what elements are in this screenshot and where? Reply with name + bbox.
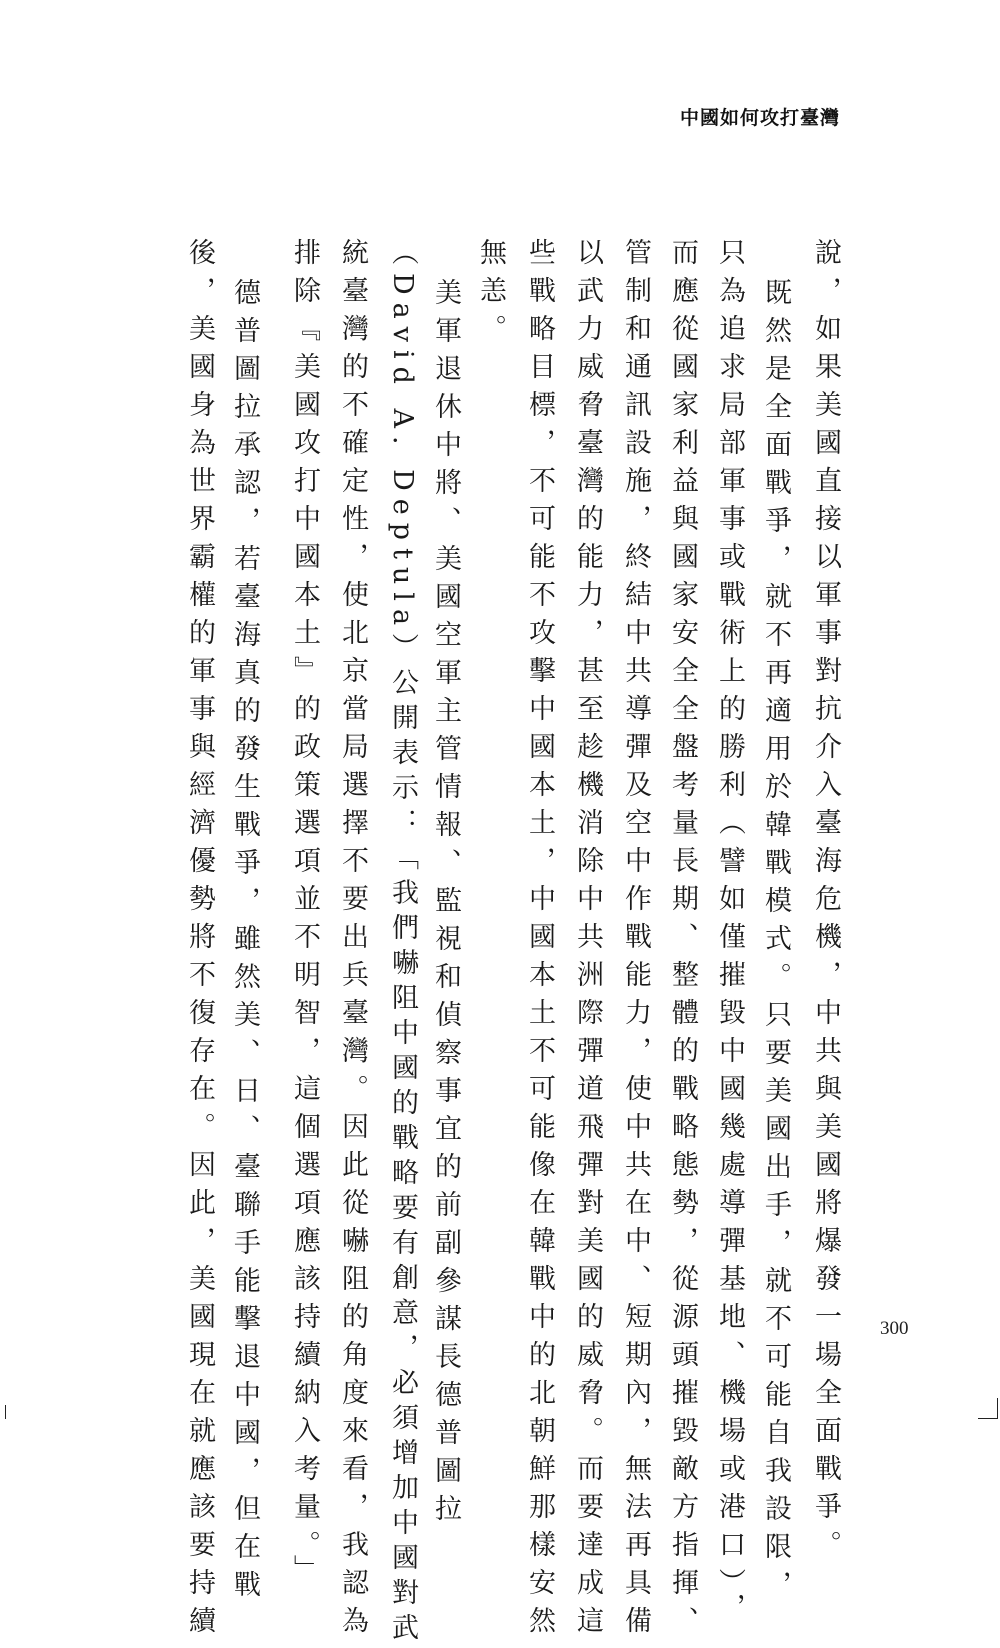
text-column: 以武力威脅臺灣的能力，甚至趁機消除中共洲際彈道飛彈對美國的威脅。而要達成這 [572,238,603,1644]
text-column: 美軍退休中將、美國空軍主管情報、監視和偵察事宜的前副參謀長德普圖拉 [430,278,461,1532]
text-column: 些戰略目標，不可能不攻擊中國本土，中國本土不可能像在韓戰中的北朝鮮那樣安然 [524,238,555,1644]
page-number: 300 [880,1318,909,1339]
text-column: 統臺灣的不確定性，使北京當局選擇不要出兵臺灣。因此從嚇阻的角度來看，我認為 [337,238,368,1644]
text-column: 德普圖拉承認，若臺海真的發生戰爭，雖然美、日、臺聯手能擊退中國，但在戰 [229,278,260,1608]
text-column: 說，如果美國直接以軍事對抗介入臺海危機，中共與美國將爆發一場全面戰爭。 [810,238,841,1568]
crop-mark-bottom-right-v [997,1398,998,1419]
text-column: （David A. Deptula）公開表示：「我們嚇阻中國的戰略要有創意，必須增加中國對武 [387,238,418,1648]
text-column: 無恙。 [475,238,506,352]
text-column: 排除『美國攻打中國本土』的政策選項並不明智，這個選項應該持續納入考量。」 [289,238,320,1593]
running-title: 中國如何攻打臺灣 [679,107,840,129]
text-column: 只為追求局部軍事或戰術上的勝利（譬如僅摧毀中國幾處導彈基地、機場或港口）， [714,238,745,1631]
text-column: 而應從國家利益與國家安全全盤考量長期、整體的戰略態勢，從源頭摧毀敵方指揮、 [667,238,698,1644]
crop-mark-bottom-left [5,1405,6,1419]
text-column: 管制和通訊設施，終結中共導彈及空中作戰能力，使中共在中、短期內，無法再具備 [620,238,651,1644]
text-column: 既然是全面戰爭，就不再適用於韓戰模式。只要美國出手，就不可能自我設限， [760,278,791,1608]
text-column: 後，美國身為世界霸權的軍事與經濟優勢將不復存在。因此，美國現在就應該要持續 [184,238,215,1644]
